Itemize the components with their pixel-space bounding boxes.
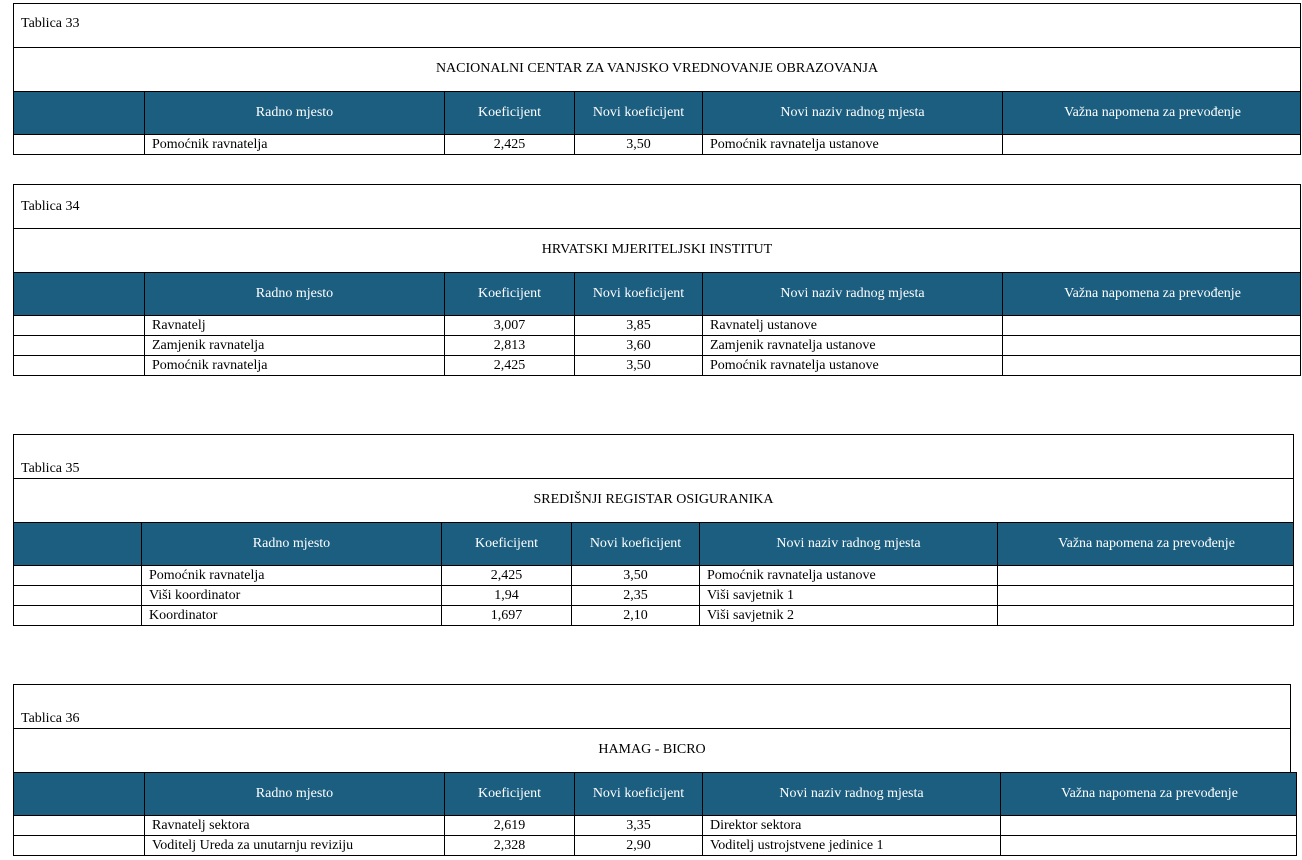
table-row [13,606,1294,626]
header-napomena-column: Važna napomena za prevođenje [997,523,1295,565]
cell-blank-column [14,586,141,605]
header-koeficijent-column: Koeficijent [444,273,574,315]
header-blank-column [14,92,144,134]
table-caption-row [13,184,1301,228]
table-header-row [13,272,1301,316]
cell-koeficijent-column: 2,619 [444,816,574,835]
institution-title: HAMAG - BICRO [598,742,706,757]
cell-blank-column [14,356,144,375]
table-caption: Tablica 33 [21,16,80,31]
cell-blank-column [14,606,141,625]
table-header-row [13,91,1301,135]
institution-title: NACIONALNI CENTAR ZA VANJSKO VREDNOVANJE OBRAZOVANJA [435,61,879,76]
table-row [13,135,1301,155]
table-title-row [13,728,1291,772]
table-row [13,836,1297,856]
cell-novi-koeficijent-column: 3,35 [574,816,702,835]
cell-blank-column [14,135,144,154]
header-radno-mjesto-column: Radno mjesto [141,523,441,565]
header-novi-koeficijent-column: Novi koeficijent [574,273,702,315]
cell-blank-column [14,816,144,835]
cell-koeficijent-column: 3,007 [444,316,574,335]
cell-novi-koeficijent-column: 2,90 [574,836,702,855]
cell-koeficijent-column: 2,425 [444,356,574,375]
cell-novi-naziv-column: Direktor sektora [702,816,1000,835]
cell-novi-naziv-column: Viši savjetnik 1 [699,586,997,605]
cell-radno-mjesto-column: Pomoćnik ravnatelja [141,566,441,585]
table-caption-row [13,684,1291,728]
table-row [13,336,1301,356]
cell-novi-naziv-column: Zamjenik ravnatelja ustanove [702,336,1002,355]
cell-novi-koeficijent-column: 3,85 [574,316,702,335]
cell-koeficijent-column: 1,94 [441,586,571,605]
table-caption: Tablica 36 [21,711,80,726]
cell-napomena-column [997,566,1295,585]
cell-novi-koeficijent-column: 3,50 [574,135,702,154]
header-novi-naziv-column: Novi naziv radnog mjesta [702,273,1002,315]
cell-koeficijent-column: 2,328 [444,836,574,855]
cell-napomena-column [1000,836,1298,855]
header-novi-naziv-column: Novi naziv radnog mjesta [699,523,997,565]
institution-title: HRVATSKI MJERITELJSKI INSTITUT [541,242,773,257]
table-caption-row [13,3,1301,47]
cell-radno-mjesto-column: Pomoćnik ravnatelja [144,135,444,154]
cell-koeficijent-column: 2,813 [444,336,574,355]
cell-radno-mjesto-column: Ravnatelj sektora [144,816,444,835]
table-row [13,566,1294,586]
header-koeficijent-column: Koeficijent [444,773,574,815]
table-caption: Tablica 34 [21,199,80,214]
table-caption: Tablica 35 [21,461,80,476]
table-header-row [13,772,1297,816]
cell-novi-koeficijent-column: 2,10 [571,606,699,625]
cell-blank-column [14,836,144,855]
header-radno-mjesto-column: Radno mjesto [144,92,444,134]
header-koeficijent-column: Koeficijent [441,523,571,565]
header-radno-mjesto-column: Radno mjesto [144,773,444,815]
cell-napomena-column [1002,356,1302,375]
cell-radno-mjesto-column: Ravnatelj [144,316,444,335]
cell-novi-naziv-column: Pomoćnik ravnatelja ustanove [699,566,997,585]
cell-novi-naziv-column: Voditelj ustrojstvene jedinice 1 [702,836,1000,855]
cell-koeficijent-column: 2,425 [441,566,571,585]
header-koeficijent-column: Koeficijent [444,92,574,134]
cell-radno-mjesto-column: Viši koordinator [141,586,441,605]
table-row [13,586,1294,606]
header-radno-mjesto-column: Radno mjesto [144,273,444,315]
header-novi-koeficijent-column: Novi koeficijent [574,773,702,815]
header-napomena-column: Važna napomena za prevođenje [1002,273,1302,315]
cell-napomena-column [1002,316,1302,335]
header-blank-column [14,523,141,565]
cell-napomena-column [1002,135,1302,154]
cell-blank-column [14,566,141,585]
cell-novi-koeficijent-column: 3,50 [571,566,699,585]
header-blank-column [14,273,144,315]
header-novi-koeficijent-column: Novi koeficijent [571,523,699,565]
table-row [13,356,1301,376]
header-blank-column [14,773,144,815]
cell-blank-column [14,316,144,335]
cell-koeficijent-column: 1,697 [441,606,571,625]
table-title-row [13,478,1294,522]
cell-napomena-column [1002,336,1302,355]
cell-napomena-column [1000,816,1298,835]
table-header-row [13,522,1294,566]
cell-napomena-column [997,606,1295,625]
cell-novi-koeficijent-column: 3,50 [574,356,702,375]
header-novi-naziv-column: Novi naziv radnog mjesta [702,92,1002,134]
cell-napomena-column [997,586,1295,605]
table-row [13,316,1301,336]
cell-radno-mjesto-column: Pomoćnik ravnatelja [144,356,444,375]
table-caption-row [13,434,1294,478]
cell-novi-koeficijent-column: 2,35 [571,586,699,605]
table-title-row [13,228,1301,272]
table-title-row [13,47,1301,91]
cell-novi-naziv-column: Ravnatelj ustanove [702,316,1002,335]
cell-koeficijent-column: 2,425 [444,135,574,154]
header-novi-koeficijent-column: Novi koeficijent [574,92,702,134]
table-row [13,816,1297,836]
institution-title: SREDIŠNJI REGISTAR OSIGURANIKA [533,492,774,507]
cell-blank-column [14,336,144,355]
cell-radno-mjesto-column: Koordinator [141,606,441,625]
cell-radno-mjesto-column: Voditelj Ureda za unutarnju reviziju [144,836,444,855]
cell-novi-naziv-column: Pomoćnik ravnatelja ustanove [702,135,1002,154]
cell-radno-mjesto-column: Zamjenik ravnatelja [144,336,444,355]
cell-novi-koeficijent-column: 3,60 [574,336,702,355]
header-napomena-column: Važna napomena za prevođenje [1002,92,1302,134]
header-napomena-column: Važna napomena za prevođenje [1000,773,1298,815]
cell-novi-naziv-column: Viši savjetnik 2 [699,606,997,625]
header-novi-naziv-column: Novi naziv radnog mjesta [702,773,1000,815]
cell-novi-naziv-column: Pomoćnik ravnatelja ustanove [702,356,1002,375]
